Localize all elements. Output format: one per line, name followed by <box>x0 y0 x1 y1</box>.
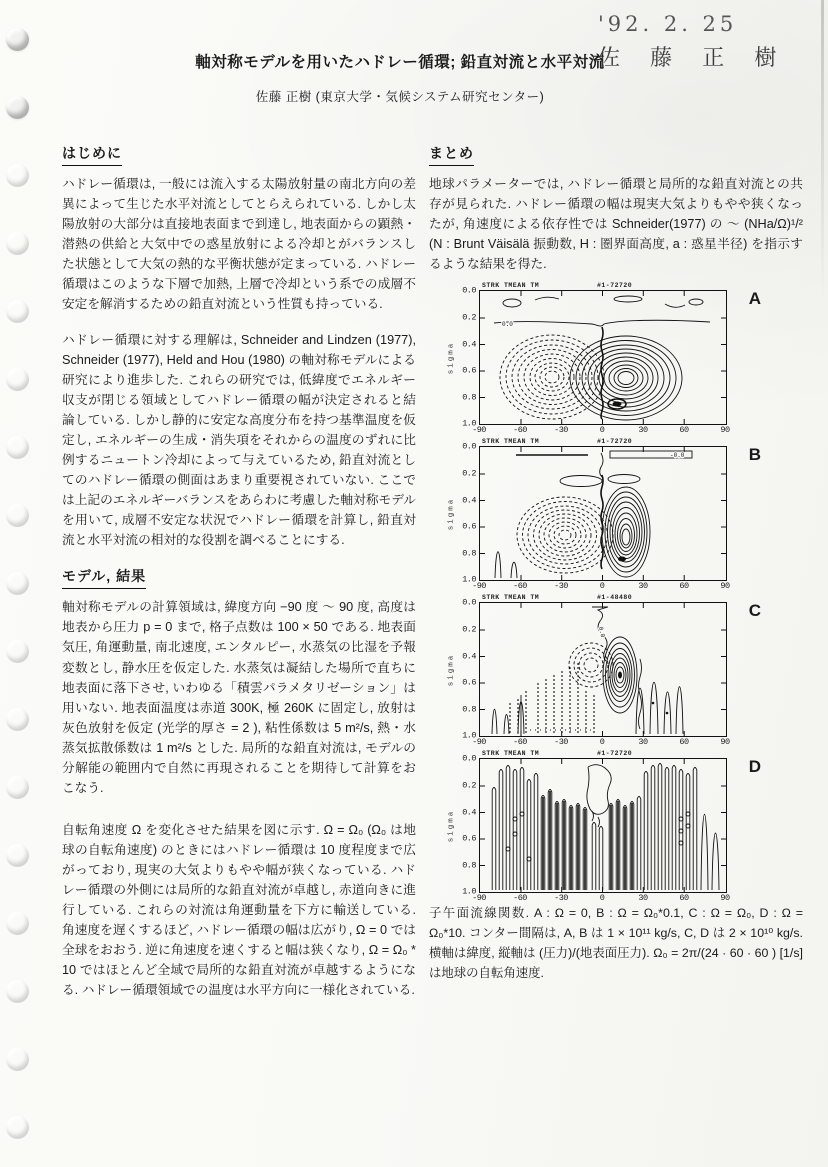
axis-tick-label: 1.0 <box>462 730 476 741</box>
intro-paragraph-1: ハドレー循環は, 一般には流入する太陽放射量の南北方向の差異によって生じた水平対流としてとらえられている. しかし太陽放射の大部分は直接地表面まで到達し, 地表面からの顕熱・潜熱の供給と大気中での惑星放射による冷却とがバランスした状態として大気の熱的な平衡状態が定まっている. ハドレー循環はこのような下層で加熱, 上層で冷却という系での成層不安定を解消するための鉛直対流という性質も持っている. <box>62 177 416 312</box>
figure-panel-b <box>447 436 761 592</box>
contour-art-b <box>480 447 726 580</box>
axis-tick-label: 1.0 <box>462 418 476 429</box>
figure-streamfunction-panels <box>429 280 803 983</box>
model-paragraph-2: 自転角速度 Ω を変化させた結果を図に示す. Ω = Ω₀ (Ω₀ は地球の自転角速度) のときにはハドレー循環は 10 度程度まで広がっており, 現実の大気よりもやや幅が狭くなっている. ハドレー循環の外側には局所的な鉛直対流が卓越し, 赤道向きに進行している. これらの対流は角運動量を下方に輸送している. 角速度を遅くするほど, ハドレー循環の幅は広がり, Ω = 0 では全球をおおう. 逆に角速度を速くすると幅は狭くなり, Ω = Ω₀ * 10 ではほとんど全域で局所的な鉛直対流が卓越するようになる. ハドレー循環領域での温度は水平方向に一様化されている. <box>62 822 416 998</box>
svg-text:-0.0: -0.0 <box>670 452 685 460</box>
binder-hole <box>6 164 29 187</box>
contour-art-d <box>480 759 726 892</box>
right-column <box>429 142 803 999</box>
x-axis-ticks <box>472 893 730 904</box>
axis-tick-label: 0.4 <box>462 494 476 505</box>
figure-panel-c <box>447 592 761 748</box>
stamp-name: 佐 藤 正 樹 <box>598 45 789 70</box>
axis-tick-label: 1.0 <box>462 886 476 897</box>
panel-a-label: A <box>748 289 761 309</box>
author-line: 佐藤 正樹 (東京大学・気候システム研究センター) <box>255 90 545 104</box>
axis-tick-label: 0.2 <box>462 312 476 323</box>
binder-hole <box>6 300 29 323</box>
axis-tick-label: 0 <box>599 737 605 748</box>
axis-tick-label: 0.2 <box>462 780 476 791</box>
y-axis-ticks <box>454 285 478 429</box>
summary-paragraph: 地球パラメーターでは, ハドレー循環と局所的な鉛直対流との共存が見られた. ハドレー循環の幅は現実大気よりもやや狭くなったが, 角速度による依存性では Schneider(1977) の ～ (NHa/Ω)¹/² (N : Brunt Väisälä 振動数, H : 圏界面高度, a : 惑星半径) を指示するような結果を得た. <box>429 177 803 272</box>
scan-edge-artifact <box>821 0 824 300</box>
axis-tick-label: 0.0 <box>462 597 476 608</box>
panel-b-label: B <box>748 445 761 465</box>
axis-tick-label: 60 <box>679 737 689 748</box>
axis-tick-label: 0.8 <box>462 704 476 715</box>
axis-tick-label: 0 <box>599 893 605 904</box>
x-axis-ticks <box>472 581 730 592</box>
axis-tick-label: 0.6 <box>462 833 476 844</box>
binder-hole <box>6 980 29 1003</box>
axis-tick-label: -90 <box>472 737 486 748</box>
svg-text:0.0: 0.0 <box>597 626 607 639</box>
binder-hole <box>6 1116 29 1139</box>
y-axis-ticks <box>454 441 478 585</box>
binder-hole <box>6 368 29 391</box>
axis-tick-label: 0.0 <box>462 285 476 296</box>
y-axis-label: sigma <box>447 341 456 375</box>
figure-caption: 子午面流線関数. A : Ω = 0, B : Ω = Ω₀*0.1, C : Ω = Ω₀, D : Ω = Ω₀*10. コンター間隔は, A, B は 1 × 10¹¹ kg/s, C, D は 2 × 10¹⁰ kg/s. 横軸は緯度, 縦軸は (圧力)/(地表面圧力). Ω₀ = 2π/(24 · 60 · 60 ) [1/s] は地球の自転角速度. <box>429 906 803 980</box>
binder-hole <box>6 912 29 935</box>
panel-d-header-run: #1-72720 <box>597 750 633 758</box>
axis-tick-label: 60 <box>679 581 689 592</box>
axis-tick-label: 30 <box>638 737 648 748</box>
page-title: 軸対称モデルを用いたハドレー循環; 鉛直対流と水平対流 <box>195 54 605 71</box>
axis-tick-label: 30 <box>638 893 648 904</box>
axis-tick-label: 0.4 <box>462 806 476 817</box>
panel-a-header-run: #1-72720 <box>597 282 633 290</box>
x-axis-ticks <box>472 425 730 436</box>
binder-hole <box>6 640 29 663</box>
binder-hole <box>6 572 29 595</box>
axis-tick-label: 0.0 <box>462 441 476 452</box>
binder-hole <box>6 96 29 119</box>
axis-tick-label: -60 <box>513 581 527 592</box>
axis-tick-label: 0.8 <box>462 548 476 559</box>
axis-tick-label: 90 <box>720 737 730 748</box>
axis-tick-label: -30 <box>554 581 568 592</box>
section-heading-summary: まとめ <box>429 142 474 166</box>
axis-tick-label: -60 <box>513 425 527 436</box>
axis-tick-label: -30 <box>554 425 568 436</box>
axis-tick-label: -90 <box>472 581 486 592</box>
axis-tick-label: 90 <box>720 893 730 904</box>
axis-tick-label: 0.4 <box>462 650 476 661</box>
binder-hole <box>6 1048 29 1071</box>
y-axis-ticks <box>454 597 478 741</box>
y-axis-ticks <box>454 753 478 897</box>
panel-b-header-run: #1-72720 <box>597 438 633 446</box>
axis-tick-label: -90 <box>472 425 486 436</box>
axis-tick-label: 0.6 <box>462 677 476 688</box>
intro-paragraph-2: ハドレー循環に対する理解は, Schneider and Lindzen (1977), Schneider (1977), Held and Hou (1980) の軸対称モデルによる研究により進歩した. これらの研究では, 低緯度でエネルギー収支が閉じる領域としてハドレー循環の幅が決定されると結論している. しかし静的に安定な高度分布を持つ基準温度を仮定し, エネルギーの生成・消失項をそれからの温度のずれに比例するニュートン冷却によって与えているため, 鉛直対流としてのハドレー循環の側面はあまり重要視されていない. ここでは上記のエネルギーバランスをあらわに考慮した軸対称モデルを用いて, 成層不安定な状況でハドレー循環を計算し, 鉛直対流と水平対流の相対的な役割を調べることにする. <box>62 332 416 548</box>
document-header <box>94 50 706 105</box>
contour-art-a <box>480 291 726 424</box>
panel-b-header-id: STRK TMEAN TM <box>482 438 540 446</box>
figure-panel-a <box>447 280 761 436</box>
panel-d-header-id: STRK TMEAN TM <box>482 750 540 758</box>
y-axis-label: sigma <box>447 653 456 687</box>
binder-hole <box>6 28 29 51</box>
binder-hole <box>6 504 29 527</box>
figure-panel-d <box>447 748 761 904</box>
binder-hole <box>6 232 29 255</box>
panel-c-label: C <box>748 601 761 621</box>
left-column <box>62 142 416 1016</box>
svg-text:0.0: 0.0 <box>502 321 513 329</box>
stamp-date: '92. 2. 25 <box>598 12 738 36</box>
axis-tick-label: 60 <box>679 425 689 436</box>
axis-tick-label: 0.2 <box>462 468 476 479</box>
model-paragraph-1: 軸対称モデルの計算領域は, 緯度方向 −90 度 ～ 90 度, 高度は地表から圧力 p = 0 まで, 格子点数は 100 × 50 である. 地表面気圧, 角運動量, 南北速度, エンタルピー, 水蒸気の比湿を予報変数とし, 静水圧を仮定した. 水蒸気は凝結した場所で直ちに地表面に落下させ, いわゆる「積雲パラメタリゼーション」は用いない. 地表面温度は赤道 300K, 極 260K に固定し, 放射は灰色放射を仮定 (光学的厚さ = 2 ), 粘性係数は 5 m²/s, 熱・水蒸気拡散係数は 1 m²/s とした. 局所的な鉛直対流は, モデルの分解能の範囲内で自然に再現されることを期待して計算をおこなう. <box>62 600 416 795</box>
axis-tick-label: 0.4 <box>462 338 476 349</box>
binder-hole <box>6 776 29 799</box>
section-heading-model: モデル, 結果 <box>62 565 146 589</box>
axis-tick-label: 0.6 <box>462 365 476 376</box>
axis-tick-label: 30 <box>638 425 648 436</box>
axis-tick-label: 0.6 <box>462 521 476 532</box>
y-axis-label: sigma <box>447 809 456 843</box>
panel-d-label: D <box>748 757 761 777</box>
panel-c-header-run: #1-48480 <box>597 594 633 602</box>
axis-tick-label: 0 <box>599 581 605 592</box>
axis-tick-label: 1.0 <box>462 574 476 585</box>
axis-tick-label: -90 <box>472 893 486 904</box>
axis-tick-label: 0.0 <box>462 753 476 764</box>
axis-tick-label: -60 <box>513 737 527 748</box>
binder-hole <box>6 844 29 867</box>
axis-tick-label: -60 <box>513 893 527 904</box>
axis-tick-label: -30 <box>554 737 568 748</box>
axis-tick-label: -30 <box>554 893 568 904</box>
contour-art-c <box>480 603 726 736</box>
axis-tick-label: 0.8 <box>462 392 476 403</box>
y-axis-label: sigma <box>447 497 456 531</box>
axis-tick-label: 0 <box>599 425 605 436</box>
axis-tick-label: 60 <box>679 893 689 904</box>
x-axis-ticks <box>472 737 730 748</box>
panel-a-header-id: STRK TMEAN TM <box>482 282 540 290</box>
section-heading-intro: はじめに <box>62 142 122 166</box>
axis-tick-label: 30 <box>638 581 648 592</box>
axis-tick-label: 90 <box>720 425 730 436</box>
axis-tick-label: 0.2 <box>462 624 476 635</box>
binder-hole <box>6 708 29 731</box>
axis-tick-label: 0.8 <box>462 860 476 871</box>
panel-c-header-id: STRK TMEAN TM <box>482 594 540 602</box>
binder-hole <box>6 436 29 459</box>
axis-tick-label: 90 <box>720 581 730 592</box>
